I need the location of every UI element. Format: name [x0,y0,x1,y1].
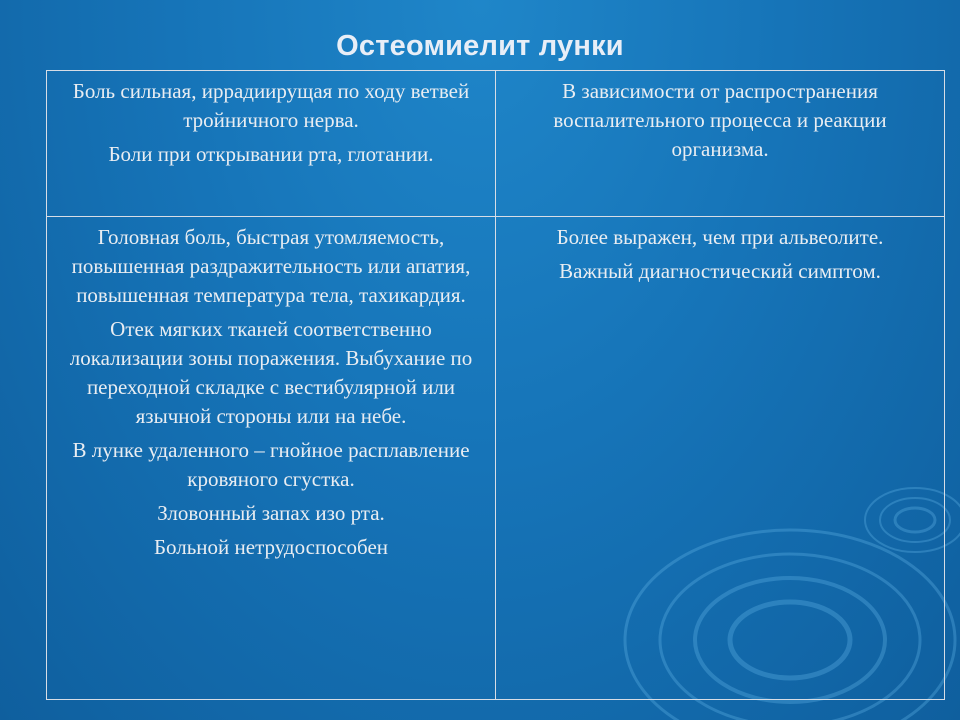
cell-text: В лунке удаленного – гнойное расплавление кровяного сгустка. [72,438,470,491]
cell-text: Больной нетрудоспособен [153,535,389,559]
cell-text: Боль сильная, иррадиирущая по ходу ветвей тройничного нерва. [72,79,470,132]
cell-text: Более выражен, чем при альвеолите. [556,225,884,249]
table-row [47,71,945,217]
cell-text: Важный диагностический симптом. [559,259,881,283]
table-cell [47,217,496,700]
table-cell [496,217,945,700]
cell-text: Отек мягких тканей соответственно локализации зоны поражения. Выбухание по переходной складке с вестибулярной или язычной стороны или на небе. [69,317,473,428]
cell-text: Головная боль, быстрая утомляемость, повышенная раздражительность или апатия, повышенная температура тела, тахикардия. [71,225,471,307]
cell-text: В зависимости от распространения воспалительного процесса и реакции организма. [553,79,887,161]
table-cell [47,71,496,217]
table-cell [496,71,945,217]
cell-text: Зловонный запах изо рта. [157,501,385,525]
slide-title: Остеомиелит лунки [336,30,624,62]
cell-text: Боли при открывании рта, глотании. [108,142,434,166]
table-row [47,217,945,700]
comparison-table [46,70,945,700]
